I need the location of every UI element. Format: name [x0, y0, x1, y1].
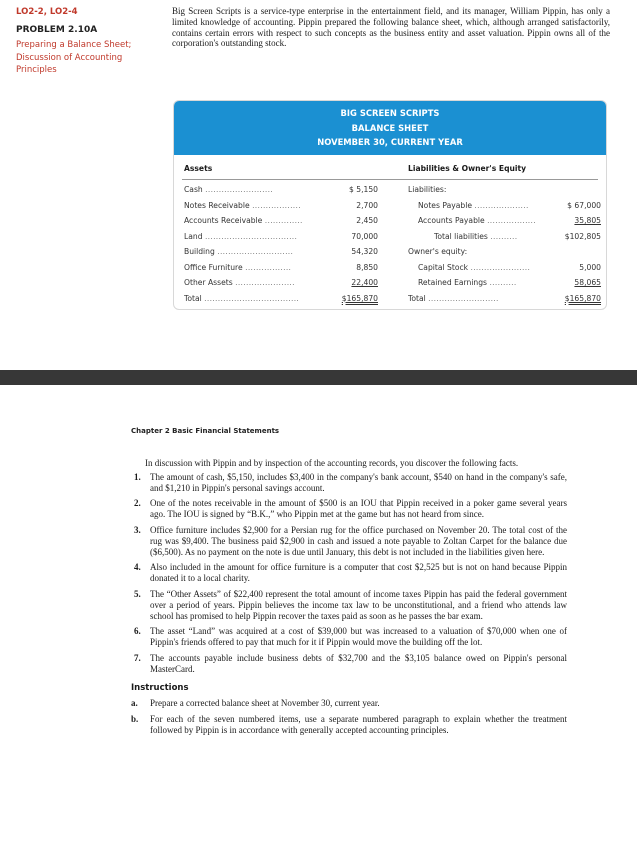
- asset-label: Land: [184, 231, 203, 241]
- company-name: BIG SCREEN SCRIPTS: [340, 108, 440, 118]
- instruction-text: Prepare a corrected balance sheet at November 30, current year.: [150, 698, 380, 709]
- list-item: [131, 698, 567, 709]
- fact-number: 7.: [134, 652, 141, 663]
- chapter-header: Chapter 2 Basic Financial Statements: [131, 427, 280, 435]
- equity-amount: 58,065: [574, 278, 601, 287]
- fact-text: Office furniture includes $2,900 for a Persian rug for the office purchased on November 20. The total cost of the rug was $9,400. The business paid $2,900 in cash and issued a note payable to Zoltan Carpet for the balance due ($6,500). As no payment on the note is due until January, this debt is not included in the liabilities given here.: [150, 524, 567, 557]
- liability-amount: $ 67,000: [567, 200, 601, 210]
- asset-label: Office Furniture: [184, 262, 243, 272]
- fact-text: The accounts payable include business debts of $32,700 and the $3,105 balance owed on Pippin's personal MasterCard.: [150, 652, 567, 674]
- asset-label: Building: [184, 247, 215, 256]
- table-row: Land .................................. 70,000 Total liabilities .......... $102,805: [184, 231, 601, 241]
- liabilities-equity-total-label: Total: [408, 293, 426, 303]
- fact-text: One of the notes receivable in the amount of $500 is an IOU that Pippin received in a poker game several years ago. The IOU is signed by “B.K.,” who Pippin met at the game but has not heard from since.: [150, 498, 567, 520]
- table-row: Total ................................... $165,870 Total .......................... $165,870: [184, 293, 601, 303]
- asset-amount: 8,850: [356, 262, 378, 272]
- fact-number: 4.: [134, 562, 141, 573]
- problem-continuation: [131, 458, 567, 741]
- asset-amount: $ 5,150: [349, 185, 378, 194]
- list-item: [131, 525, 567, 557]
- list-item: [131, 498, 567, 520]
- list-item: [131, 653, 567, 675]
- fact-number: 5.: [134, 588, 141, 599]
- asset-amount: 54,320: [351, 247, 378, 256]
- table-row: Cash ......................... $ 5,150 Liabilities:: [182, 181, 598, 197]
- table-row: Accounts Receivable .............. 2,450 Accounts Payable .................. 35,805: [184, 216, 601, 225]
- asset-total-label: Total: [184, 293, 202, 303]
- list-item: [131, 562, 567, 584]
- statement-name: BALANCE SHEET: [351, 122, 429, 133]
- asset-amount: 2,450: [356, 216, 378, 225]
- liability-amount: 35,805: [574, 216, 601, 225]
- table-row: Notes Receivable .................. 2,700 Notes Payable .................... $ 67,000: [184, 200, 601, 210]
- equity-amount: 5,000: [579, 262, 601, 272]
- asset-label: Accounts Receivable: [184, 216, 263, 225]
- balance-sheet: [173, 100, 607, 310]
- facts-lead: In discussion with Pippin and by inspection of the accounting records, you discover the following facts.: [145, 458, 519, 468]
- fact-text: The asset “Land” was acquired at a cost of $39,000 but was increased to a valuation of $70,000 when one of Pippin's friends offered to pay that much for it if Pippin would move the building off the lot.: [150, 626, 567, 648]
- assets-heading: Assets: [184, 164, 213, 173]
- fact-text: Also included in the amount for office furniture is a computer that cost $2,525 but is not on hand because Pippin donated it to a local charity.: [150, 562, 567, 584]
- list-item: [131, 472, 567, 494]
- fact-number: 2.: [134, 498, 141, 509]
- fact-text: The amount of cash, $5,150, includes $3,400 in the company's bank account, $540 on hand in the company's safe, and $1,210 in Pippin's personal savings account.: [150, 471, 567, 493]
- asset-label: Other Assets: [184, 278, 233, 287]
- liabilities-heading: Liabilities & Owner's Equity: [408, 164, 527, 173]
- problem-title: Preparing a Balance Sheet; Discussion of Accounting Principles: [16, 40, 132, 75]
- problem-number: PROBLEM 2.10A: [16, 25, 98, 35]
- list-item: [131, 714, 567, 736]
- list-item: [131, 589, 567, 621]
- fact-number: 3.: [134, 524, 141, 535]
- fact-number: 1.: [134, 471, 141, 482]
- statement-date: NOVEMBER 30, CURRENT YEAR: [317, 137, 463, 147]
- table-row: Office Furniture ................. 8,850 Capital Stock ...................... 5,000: [184, 262, 601, 272]
- equity-label: Owner's equity:: [408, 247, 468, 256]
- equity-label: Capital Stock: [418, 262, 469, 272]
- asset-amount: 70,000: [351, 231, 378, 241]
- page-divider: [0, 370, 637, 385]
- instruction-text: For each of the seven numbered items, use a separate numbered paragraph to explain whether the treatment followed by Pippin is in accordance with generally accepted accounting principles.: [150, 714, 567, 735]
- fact-text: The “Other Assets” of $22,400 represent the total amount of income taxes Pippin has paid the federal government over a period of years. Pippin believes the income tax law to be unconstitutional, and a friend who attends law school has promised to help Pippin recover the taxes paid as soon as he passes the bar exam.: [150, 588, 567, 621]
- equity-label: Retained Earnings: [418, 278, 488, 287]
- asset-amount: 22,400: [351, 278, 378, 287]
- fact-number: 6.: [134, 626, 141, 637]
- liability-label: Accounts Payable: [418, 216, 485, 225]
- problem-sidebar: [16, 6, 156, 77]
- asset-total: $165,870: [341, 293, 378, 303]
- liability-label: Total liabilities: [434, 231, 488, 241]
- asset-label: Cash: [184, 185, 203, 194]
- problem-intro: Big Screen Scripts is a service-type enterprise in the entertainment field, and its manager, William Pippin, has only a limited knowledge of accounting. Pippin prepared the following balance sheet, which, although arranged satisfactorily, contains certain errors with respect to such concepts as the business entity and asset valuation. Pippin owns all of the corporation's outstanding stock.: [172, 6, 610, 49]
- instruction-letter: a.: [131, 698, 138, 709]
- table-row: Other Assets ...................... 22,400 Retained Earnings .......... 58,065: [184, 278, 601, 287]
- column-headings: [182, 160, 598, 180]
- asset-label: Notes Receivable: [184, 200, 250, 210]
- asset-amount: 2,700: [356, 200, 378, 210]
- list-item: [131, 626, 567, 648]
- balance-sheet-header: [174, 101, 606, 155]
- instruction-letter: b.: [131, 714, 139, 725]
- table-row: Building ............................ 54,320 Owner's equity:: [182, 243, 598, 259]
- learning-objectives: LO2-2, LO2-4: [16, 7, 78, 17]
- liability-label: Notes Payable: [418, 200, 472, 210]
- liability-label: Liabilities:: [408, 185, 447, 194]
- instructions-heading: Instructions: [131, 682, 189, 693]
- liability-amount: $102,805: [564, 231, 601, 241]
- liabilities-equity-total: $165,870: [564, 293, 601, 303]
- balance-sheet-body: [182, 181, 601, 305]
